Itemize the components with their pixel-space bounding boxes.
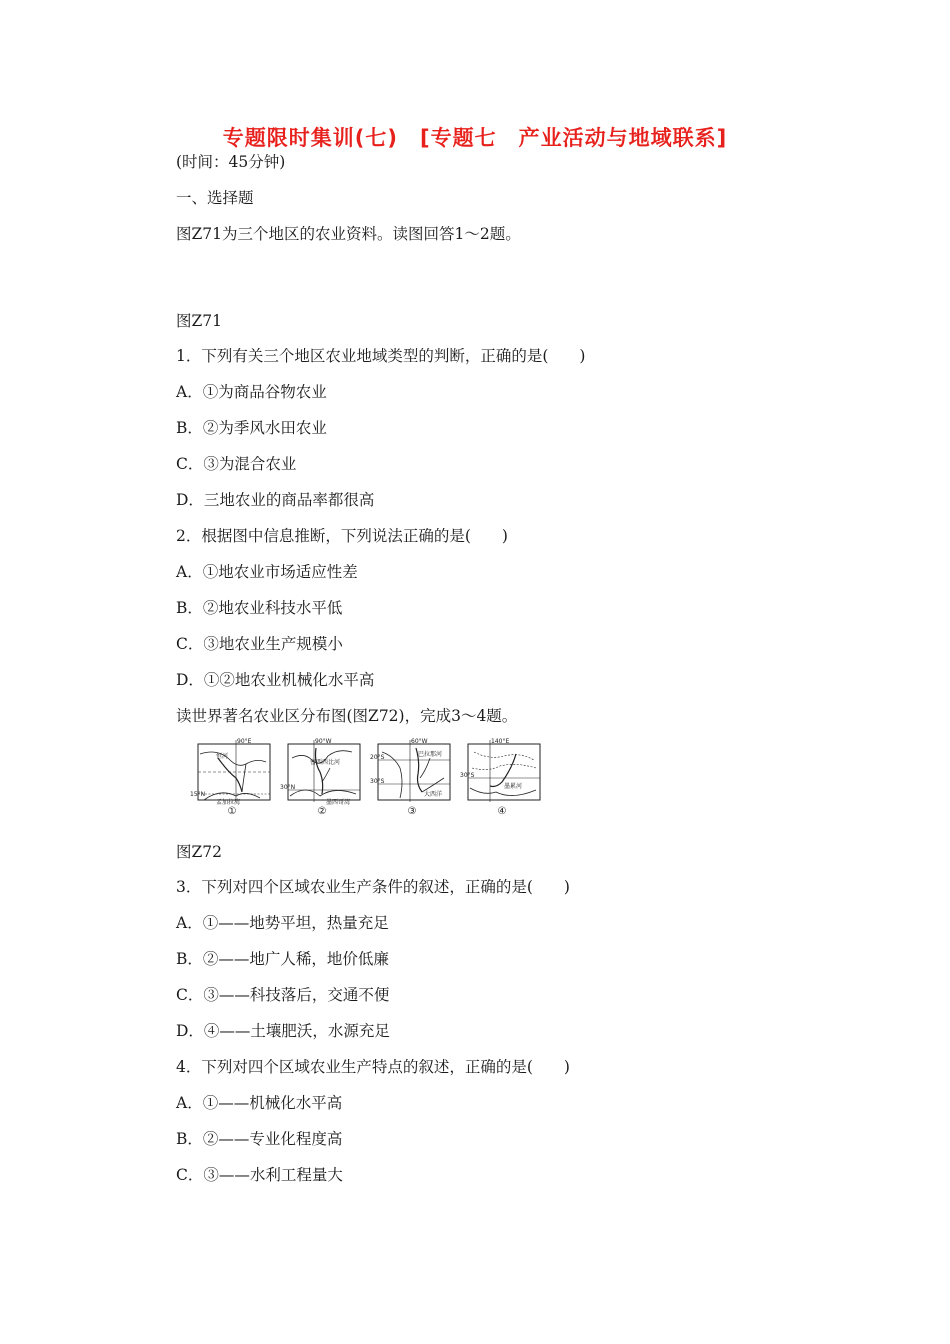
map-ganges <box>190 738 274 820</box>
intro-text-2: 读世界著名农业区分布图(图Z72)，完成3～4题。 <box>176 707 518 725</box>
map4-meridian-label: 140°E <box>491 738 510 745</box>
map1-bay-label: 孟加拉湾 <box>216 799 241 806</box>
page-title: 专题限时集训(七) [专题七 产业活动与地域联系] <box>222 126 728 150</box>
question-2-stem: 2．根据图中信息推断，下列说法正确的是( ) <box>176 527 508 545</box>
question-1-option-b: B．②为季风水田农业 <box>176 419 327 437</box>
map4-river-label: 墨累河 <box>504 783 523 790</box>
map3-parallel-label-20s: 20°S <box>370 754 385 761</box>
map3-meridian-label: 60°W <box>411 738 428 745</box>
map1-parallel-label: 15°N <box>190 791 206 798</box>
section-heading: 一、选择题 <box>176 189 254 207</box>
agriculture-region-maps <box>176 738 546 820</box>
map-pampas <box>370 738 454 820</box>
question-1-option-c: C．③为混合农业 <box>176 455 297 473</box>
map3-number: ③ <box>407 806 417 817</box>
question-4-option-a: A．①——机械化水平高 <box>176 1094 343 1112</box>
map4-number: ④ <box>497 806 507 817</box>
map4-parallel-label: 30°S <box>460 772 475 779</box>
question-3-option-d: D．④——土壤肥沃，水源充足 <box>176 1022 390 1040</box>
question-3-option-a: A．①——地势平坦，热量充足 <box>176 914 389 932</box>
map1-river-label: 恒河 <box>216 753 229 760</box>
question-1-option-d: D．三地农业的商品率都很高 <box>176 491 375 509</box>
map2-gulf-label: 墨西哥湾 <box>326 799 351 806</box>
figure-caption-2: 图Z72 <box>176 843 222 861</box>
question-3-stem: 3．下列对四个区域农业生产条件的叙述，正确的是( ) <box>176 878 570 896</box>
intro-text-1: 图Z71为三个地区的农业资料。读图回答1～2题。 <box>176 225 521 243</box>
map3-parallel-label-30s: 30°S <box>370 778 385 785</box>
figure-caption-1: 图Z71 <box>176 312 222 330</box>
question-2-option-b: B．②地农业科技水平低 <box>176 599 343 617</box>
question-2-option-a: A．①地农业市场适应性差 <box>176 563 358 581</box>
question-1-stem: 1．下列有关三个地区农业地域类型的判断，正确的是( ) <box>176 347 586 365</box>
map-mississippi <box>280 738 364 820</box>
map3-ocean-label: 大西洋 <box>424 791 443 798</box>
map3-river-label: 巴拉那河 <box>418 751 443 758</box>
question-2-option-c: C．③地农业生产规模小 <box>176 635 343 653</box>
question-4-option-b: B．②——专业化程度高 <box>176 1130 343 1148</box>
time-note: (时间：45分钟) <box>176 153 286 171</box>
question-1-option-a: A．①为商品谷物农业 <box>176 383 327 401</box>
map2-meridian-label: 90°W <box>315 738 332 745</box>
map1-meridian-label: 90°E <box>237 738 252 745</box>
map-murray <box>460 738 544 820</box>
question-3-option-c: C．③——科技落后，交通不便 <box>176 986 390 1004</box>
question-3-option-b: B．②——地广人稀，地价低廉 <box>176 950 389 968</box>
map2-river-label: 密西西比河 <box>310 759 341 766</box>
question-4-stem: 4．下列对四个区域农业生产特点的叙述，正确的是( ) <box>176 1058 570 1076</box>
question-2-option-d: D．①②地农业机械化水平高 <box>176 671 375 689</box>
question-4-option-c: C．③——水利工程量大 <box>176 1166 343 1184</box>
map2-number: ② <box>317 806 327 817</box>
map2-parallel-label: 30°N <box>280 784 296 791</box>
map1-number: ① <box>227 806 237 817</box>
